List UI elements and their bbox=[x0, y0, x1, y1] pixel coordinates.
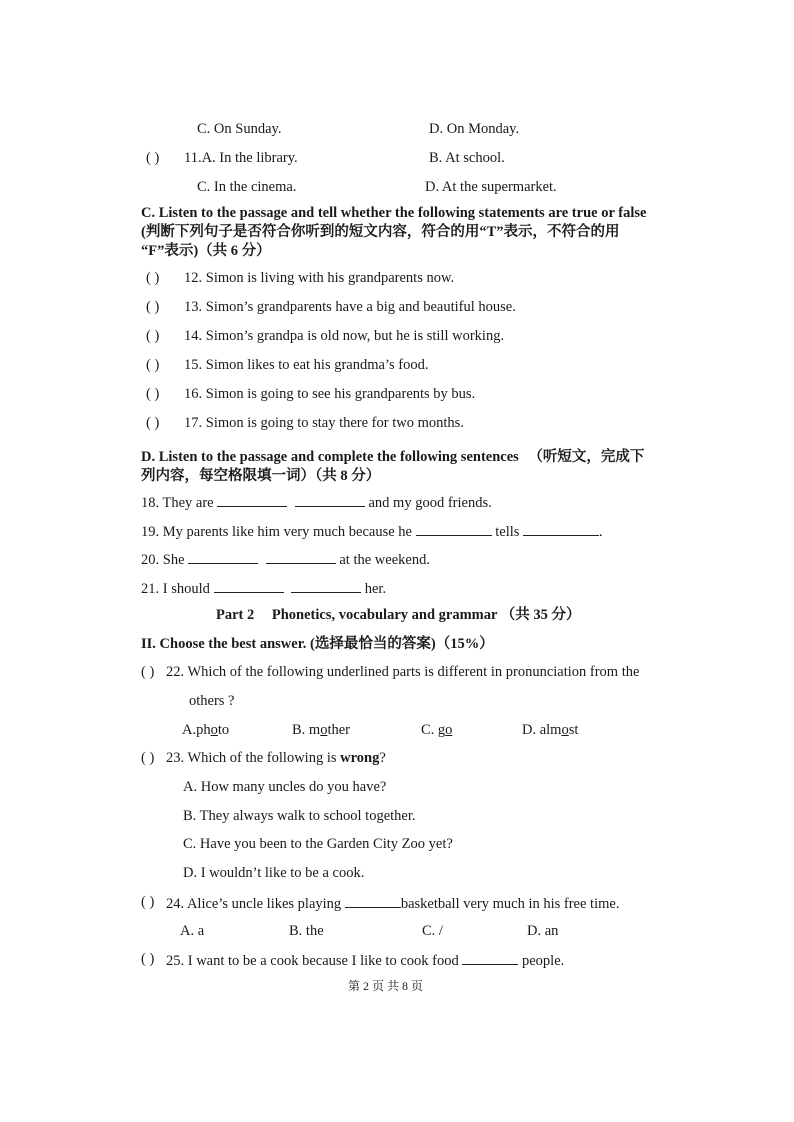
q24-answer-paren: ( ) bbox=[141, 894, 155, 910]
q20-blank-2[interactable] bbox=[266, 549, 336, 564]
q24-option-b: B. the bbox=[289, 923, 324, 939]
q24-option-a: A. a bbox=[180, 923, 205, 939]
q22-c-underlined: o bbox=[445, 722, 453, 738]
q22-b-pre: B. m bbox=[292, 722, 321, 738]
q19-text-mid: tells bbox=[495, 524, 520, 540]
q18-blank-1[interactable] bbox=[217, 492, 287, 507]
list-item bbox=[146, 298, 516, 316]
q23-stem-pre: 23. Which of the following is bbox=[166, 750, 341, 766]
q21-text-start: 21. I should bbox=[141, 581, 210, 597]
q25-answer-paren: ( ) bbox=[141, 951, 155, 967]
q20-blank-1[interactable] bbox=[188, 549, 258, 564]
q25-blank[interactable] bbox=[462, 950, 518, 965]
statement-text: 15. Simon likes to eat his grandma’s food. bbox=[184, 357, 429, 373]
q11-option-b: B. At school. bbox=[429, 150, 505, 166]
part2-heading bbox=[216, 606, 581, 624]
answer-paren: ( ) bbox=[146, 415, 160, 431]
q19-text-start: 19. My parents like him very much because he bbox=[141, 524, 412, 540]
section-d-heading-en: D. Listen to the passage and complete the following sentences bbox=[141, 449, 519, 465]
q22-answer-paren: ( ) bbox=[141, 664, 155, 680]
q22-a-underlined: o bbox=[210, 722, 218, 738]
statement-text: 16. Simon is going to see his grandparents by bus. bbox=[184, 386, 476, 402]
statement-text: 12. Simon is living with his grandparents now. bbox=[184, 270, 455, 286]
answer-paren: ( ) bbox=[146, 386, 160, 402]
section-c-heading: C. Listen to the passage and tell whether the following statements are true or false bbox=[141, 205, 647, 221]
page-number-footer: 第 2 页 共 8 页 bbox=[348, 979, 424, 993]
q10-option-d: D. On Monday. bbox=[429, 121, 520, 137]
q20-sentence bbox=[141, 549, 430, 569]
q11-option-c: C. In the cinema. bbox=[197, 179, 297, 195]
q22-option-c bbox=[421, 721, 452, 739]
part2-score: （共 35 分） bbox=[500, 607, 581, 623]
statement-text: 17. Simon is going to stay there for two months. bbox=[184, 415, 464, 431]
q18-text-start: 18. They are bbox=[141, 495, 214, 511]
q18-sentence bbox=[141, 492, 492, 512]
section-d-instruction-2: 列内容，每空格限填一词）（共 8 分） bbox=[141, 468, 381, 484]
q18-blank-2[interactable] bbox=[295, 492, 365, 507]
q19-blank-1[interactable] bbox=[416, 521, 492, 536]
q11-option-d: D. At the supermarket. bbox=[425, 179, 557, 195]
q24-blank[interactable] bbox=[345, 893, 401, 908]
q22-stem-line-1: 22. Which of the following underlined parts is different in pronunciation from the bbox=[166, 664, 640, 680]
q23-stem-emphasis: wrong bbox=[340, 750, 380, 766]
q24-option-c: C. / bbox=[422, 923, 443, 939]
q24-stem-post: basketball very much in his free time. bbox=[400, 896, 620, 912]
q11-answer-paren: ( ) bbox=[146, 150, 160, 166]
q22-stem-line-2: others ? bbox=[189, 693, 235, 709]
q21-blank-2[interactable] bbox=[291, 578, 361, 593]
q25-stem bbox=[166, 950, 564, 970]
q23-stem bbox=[166, 749, 386, 767]
q23-option-d: D. I wouldn’t like to be a cook. bbox=[183, 865, 365, 881]
section-d-heading bbox=[141, 448, 644, 466]
section-c-instruction-1: (判断下列句子是否符合你听到的短文内容，符合的用“T”表示，不符合的用 bbox=[141, 224, 620, 240]
q22-d-post: st bbox=[568, 722, 579, 738]
q21-sentence bbox=[141, 578, 386, 598]
part2-label: Part 2 bbox=[216, 607, 255, 623]
q22-option-a bbox=[182, 721, 229, 739]
answer-paren: ( ) bbox=[146, 299, 160, 315]
statement-text: 13. Simon’s grandparents have a big and beautiful house. bbox=[184, 299, 516, 315]
answer-paren: ( ) bbox=[146, 357, 160, 373]
q23-option-b: B. They always walk to school together. bbox=[183, 808, 416, 824]
q23-answer-paren: ( ) bbox=[141, 750, 155, 766]
statement-text: 14. Simon’s grandpa is old now, but he is still working. bbox=[184, 328, 505, 344]
q25-stem-pre: 25. I want to be a cook because I like to cook food bbox=[166, 953, 459, 969]
q20-text-end: at the weekend. bbox=[339, 552, 430, 568]
q22-option-b bbox=[292, 721, 350, 739]
q22-a-pre: A.ph bbox=[182, 722, 211, 738]
answer-paren: ( ) bbox=[146, 270, 160, 286]
q22-b-post: ther bbox=[327, 722, 350, 738]
section-ii-heading: II. Choose the best answer. (选择最恰当的答案)（15%） bbox=[141, 636, 494, 652]
q24-stem-pre: 24. Alice’s uncle likes playing bbox=[166, 896, 342, 912]
q20-text-start: 20. She bbox=[141, 552, 185, 568]
q21-text-end: her. bbox=[364, 581, 387, 597]
q23-option-c: C. Have you been to the Garden City Zoo yet? bbox=[183, 836, 453, 852]
section-c-instruction-2: “F”表示)（共 6 分） bbox=[141, 243, 271, 259]
q19-sentence bbox=[141, 521, 603, 541]
list-item bbox=[146, 269, 454, 287]
q22-d-underlined: o bbox=[561, 722, 569, 738]
q21-blank-1[interactable] bbox=[214, 578, 284, 593]
q22-a-post: to bbox=[217, 722, 230, 738]
answer-paren: ( ) bbox=[146, 328, 160, 344]
q22-option-d bbox=[522, 721, 578, 739]
list-item bbox=[146, 356, 428, 374]
q23-option-a: A. How many uncles do you have? bbox=[183, 779, 387, 795]
q22-d-pre: D. alm bbox=[522, 722, 562, 738]
list-item bbox=[146, 414, 464, 432]
q10-option-c: C. On Sunday. bbox=[197, 121, 282, 137]
q22-c-pre: C. g bbox=[421, 722, 446, 738]
q22-b-underlined: o bbox=[320, 722, 328, 738]
list-item bbox=[146, 327, 504, 345]
q24-option-d: D. an bbox=[527, 923, 559, 939]
section-d-instruction-1: （听短文，完成下 bbox=[528, 449, 645, 465]
q11-option-a: 11.A. In the library. bbox=[184, 150, 298, 166]
q23-stem-post: ? bbox=[379, 750, 386, 766]
part2-title: Phonetics, vocabulary and grammar bbox=[271, 607, 498, 623]
q19-text-end: . bbox=[599, 524, 603, 540]
q19-blank-2[interactable] bbox=[523, 521, 599, 536]
list-item bbox=[146, 385, 475, 403]
q24-stem bbox=[166, 893, 619, 913]
q18-text-end: and my good friends. bbox=[368, 495, 492, 511]
q25-stem-post: people. bbox=[521, 953, 565, 969]
